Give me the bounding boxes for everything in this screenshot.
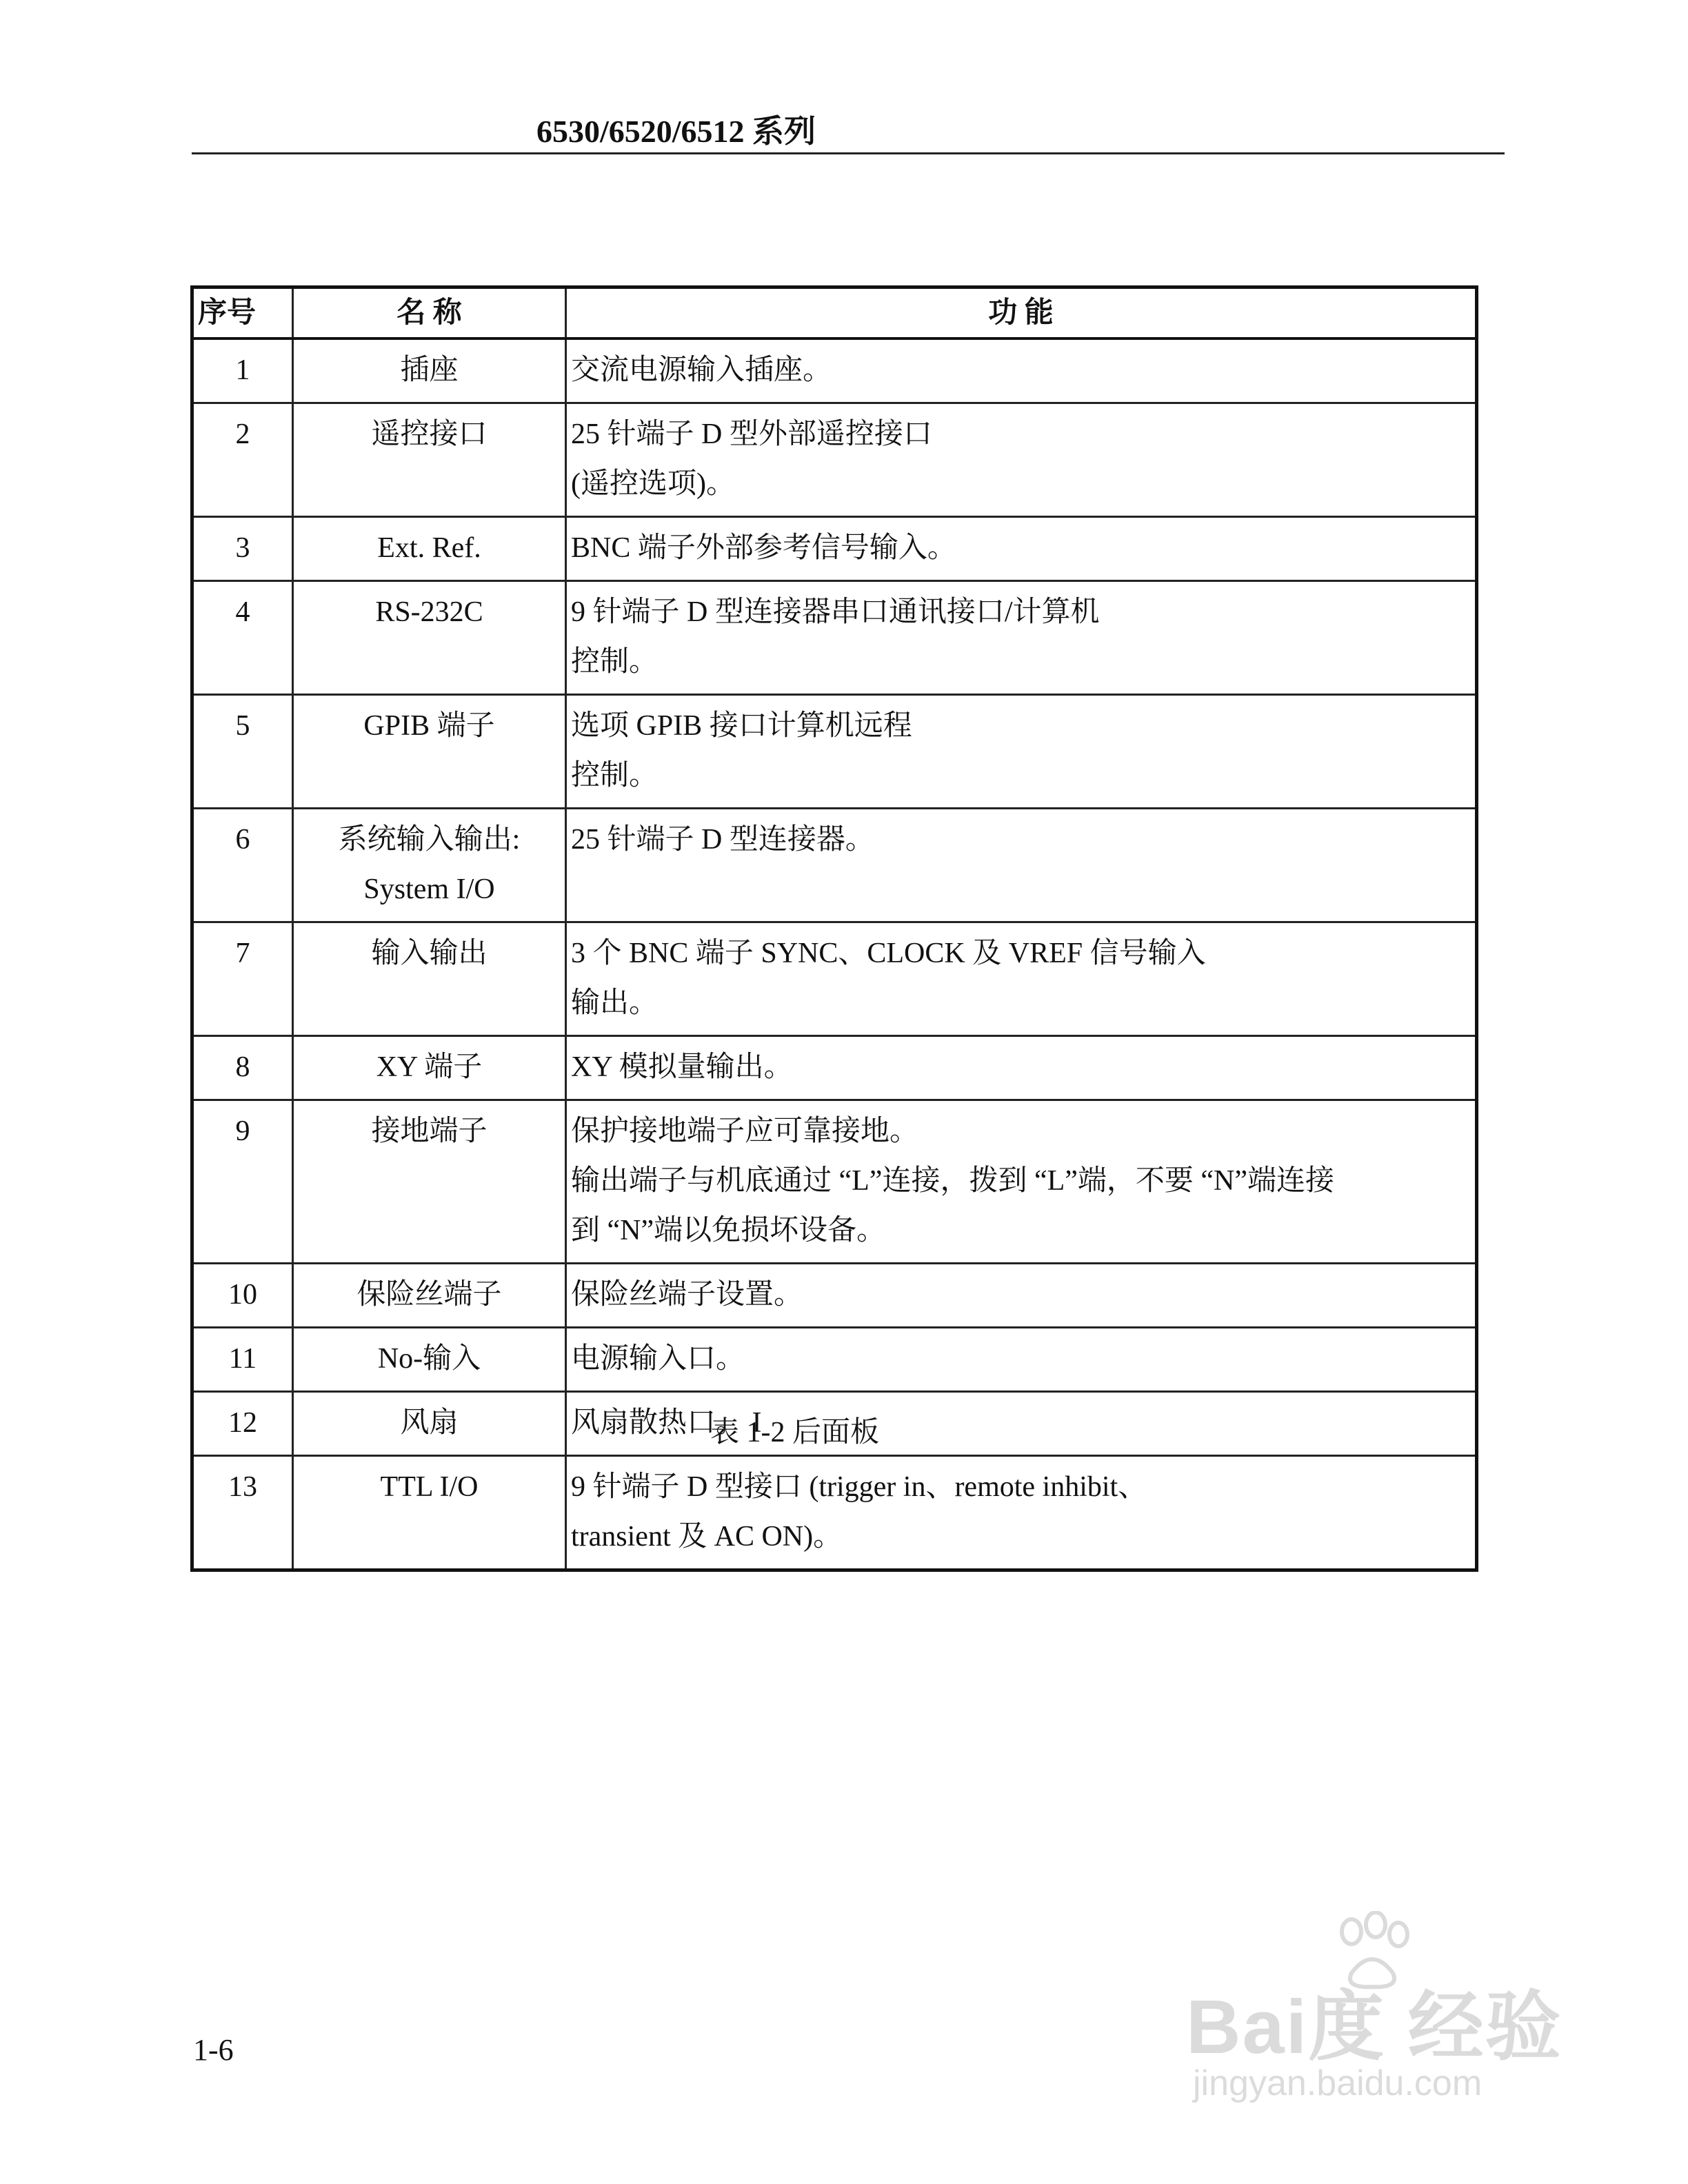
row-number-cell: 1 — [192, 338, 293, 403]
row-number-cell: 6 — [192, 809, 293, 922]
page-header — [192, 103, 1505, 154]
row-number-cell: 4 — [192, 581, 293, 695]
row-name-cell: No-输入 — [293, 1328, 566, 1392]
row-function-cell — [566, 922, 1477, 1036]
header-title: 6530/6520/6512 系列 — [536, 114, 816, 149]
row-number-cell: 5 — [192, 695, 293, 809]
row-function-cell — [566, 517, 1477, 581]
table-row — [192, 1456, 1477, 1570]
row-number-cell: 8 — [192, 1036, 293, 1100]
watermark-brand: Bai度 经验 — [1186, 1985, 1563, 2070]
column-header-name: 名 称 — [293, 287, 566, 339]
row-name-cell: 保险丝端子 — [293, 1264, 566, 1328]
row-function-line: 风扇散热口。 I — [571, 1407, 762, 1439]
row-function-cell — [566, 1100, 1477, 1264]
row-function-line: transient 及 AC ON)。 — [571, 1521, 843, 1553]
column-header-no: 序号 — [192, 287, 293, 339]
table-row — [192, 1036, 1477, 1100]
row-function-line: 9 针端子 D 型连接器串口通讯接口/计算机 — [571, 596, 1100, 628]
row-number-cell: 10 — [192, 1264, 293, 1328]
table-header-row — [192, 287, 1477, 339]
row-function-cell — [566, 581, 1477, 695]
table-row — [192, 1100, 1477, 1264]
row-function-line: 选项 GPIB 接口计算机远程 — [571, 710, 912, 742]
table-row — [192, 922, 1477, 1036]
row-number-cell: 11 — [192, 1328, 293, 1392]
row-name-cell: Ext. Ref. — [293, 517, 566, 581]
table-row — [192, 517, 1477, 581]
row-function-cell — [566, 1392, 1477, 1456]
table-row — [192, 403, 1477, 517]
table-row — [192, 581, 1477, 695]
table-body — [192, 338, 1477, 1570]
row-function-line: 输出端子与机底通过 “L”连接，拨到 “L”端，不要 “N”端连接 — [571, 1165, 1334, 1197]
watermark-url: jingyan.baidu.com — [1193, 2063, 1483, 2103]
row-function-line: 25 针端子 D 型连接器。 — [571, 824, 874, 856]
row-name-cell: TTL I/O — [293, 1456, 566, 1570]
table-row — [192, 695, 1477, 809]
row-function-cell — [566, 403, 1477, 517]
row-function-cell — [566, 809, 1477, 922]
row-name-cell: 输入输出 — [293, 922, 566, 1036]
row-function-line: 到 “N”端以免损坏设备。 — [571, 1215, 886, 1246]
rear-panel-table — [190, 285, 1478, 1572]
row-name-cell: GPIB 端子 — [293, 695, 566, 809]
row-function-line: 保险丝端子设置。 — [571, 1279, 803, 1311]
column-header-function: 功 能 — [566, 287, 1477, 339]
row-name-cell: 风扇 — [293, 1392, 566, 1456]
row-function-line: 输出。 — [571, 987, 659, 1019]
row-function-cell — [566, 1264, 1477, 1328]
row-number-cell: 7 — [192, 922, 293, 1036]
row-name-cell: XY 端子 — [293, 1036, 566, 1100]
page-number: 1-6 — [193, 2033, 234, 2067]
row-function-line: 电源输入口。 — [571, 1343, 745, 1375]
row-name-cell: 接地端子 — [293, 1100, 566, 1264]
row-name-cell — [293, 809, 566, 922]
row-number-cell: 3 — [192, 517, 293, 581]
row-function-line: 控制。 — [571, 646, 659, 678]
row-function-line: 9 针端子 D 型接口 (trigger in、remote inhibit、 — [571, 1471, 1147, 1503]
row-name-line: 系统输入输出: — [338, 824, 521, 856]
row-name-cell: 遥控接口 — [293, 403, 566, 517]
header-rule — [192, 152, 1505, 154]
row-function-cell — [566, 338, 1477, 403]
row-function-cell — [566, 695, 1477, 809]
row-number-cell: 2 — [192, 403, 293, 517]
table-row — [192, 338, 1477, 403]
row-function-line: 保护接地端子应可靠接地。 — [571, 1115, 919, 1147]
row-function-cell — [566, 1328, 1477, 1392]
row-function-line: XY 模拟量输出。 — [571, 1051, 793, 1083]
row-name-cell: RS-232C — [293, 581, 566, 695]
row-function-cell — [566, 1456, 1477, 1570]
table-caption: 表 1-2 后面板 — [710, 1417, 879, 1448]
row-function-line: 控制。 — [571, 760, 659, 791]
row-function-cell — [566, 1036, 1477, 1100]
row-number-cell: 12 — [192, 1392, 293, 1456]
watermark — [1186, 1911, 1586, 2118]
row-function-line: 25 针端子 D 型外部遥控接口 — [571, 418, 932, 450]
row-number-cell: 13 — [192, 1456, 293, 1570]
row-function-line: (遥控选项)。 — [571, 468, 735, 500]
table-row — [192, 809, 1477, 922]
row-name-line: System I/O — [363, 873, 495, 905]
row-number-cell: 9 — [192, 1100, 293, 1264]
row-name-cell: 插座 — [293, 338, 566, 403]
table-row — [192, 1328, 1477, 1392]
row-function-line: 3 个 BNC 端子 SYNC、CLOCK 及 VREF 信号输入 — [571, 938, 1206, 969]
table-row — [192, 1264, 1477, 1328]
row-function-line: 交流电源输入插座。 — [571, 354, 832, 386]
row-function-line: BNC 端子外部参考信号输入。 — [571, 532, 956, 564]
